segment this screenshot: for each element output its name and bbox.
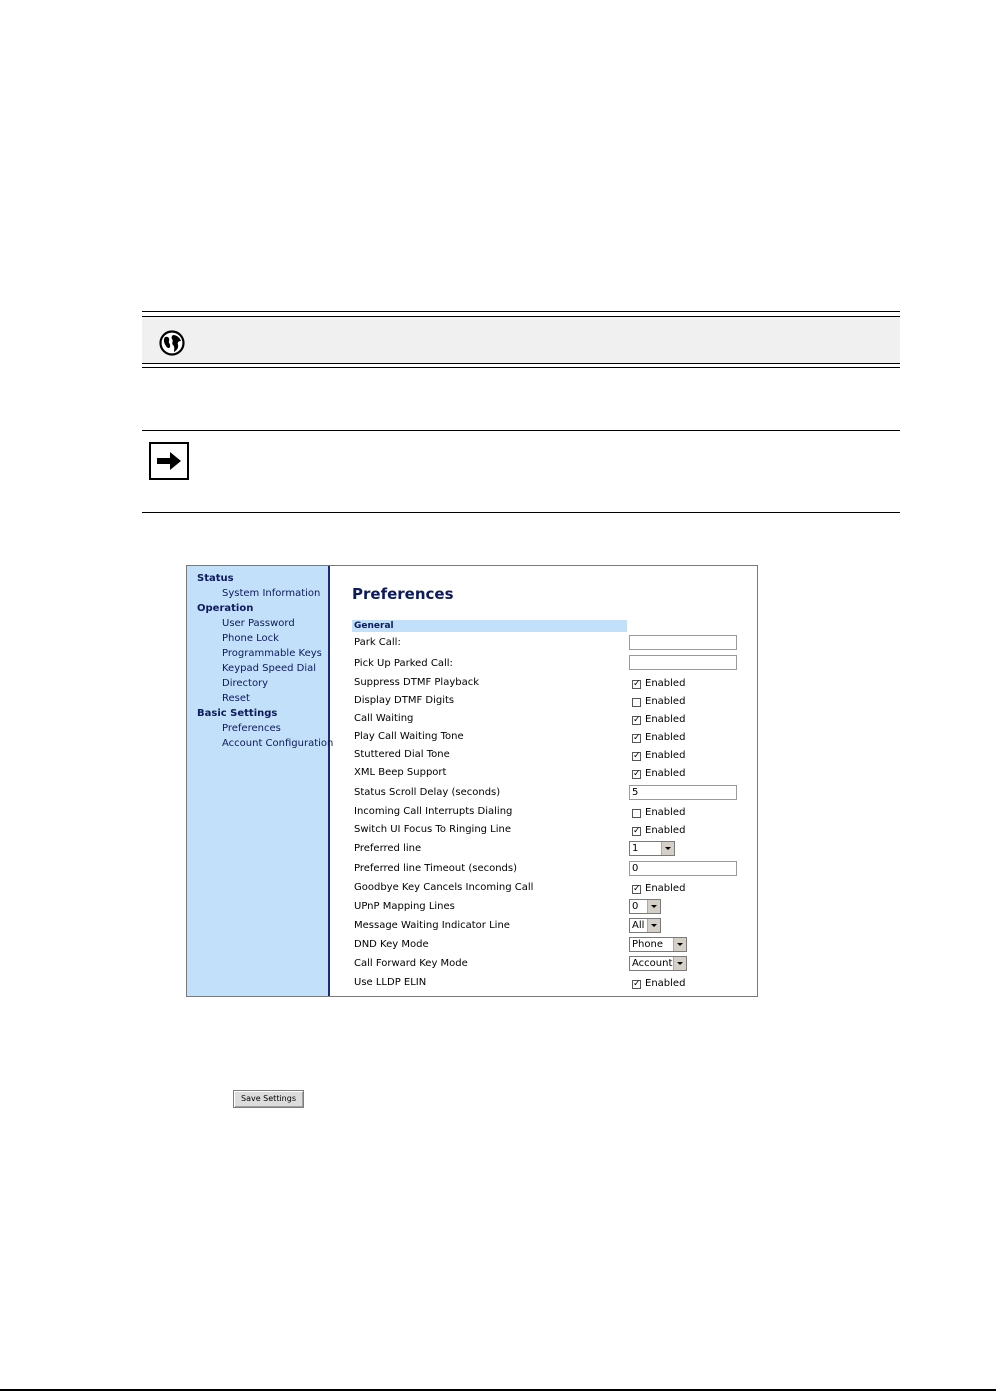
checkbox-label: Enabled <box>645 768 686 779</box>
checkbox-label: Enabled <box>645 750 686 761</box>
sidebar-item-programmable-keys[interactable]: Programmable Keys <box>222 648 322 659</box>
sidebar-item-user-password[interactable]: User Password <box>222 618 295 629</box>
row-label: XML Beep Support <box>354 767 447 778</box>
row-label: Status Scroll Delay (seconds) <box>354 787 501 798</box>
xml-beep-checkbox[interactable] <box>632 770 641 779</box>
call-waiting-checkbox[interactable] <box>632 716 641 725</box>
checkbox-label: Enabled <box>645 732 686 743</box>
chevron-down-icon[interactable] <box>647 900 660 913</box>
globe-icon <box>158 329 186 357</box>
checkbox-label: Enabled <box>645 696 686 707</box>
select-value: Phone <box>632 939 663 950</box>
sidebar-item-directory[interactable]: Directory <box>222 678 269 689</box>
note-band <box>142 316 900 364</box>
preferred-line-timeout-input[interactable]: 0 <box>629 861 737 876</box>
row-label: Goodbye Key Cancels Incoming Call <box>354 882 534 893</box>
stuttered-dial-tone-checkbox[interactable] <box>632 752 641 761</box>
call-forward-key-mode-select[interactable] <box>629 956 687 971</box>
web-note-bar <box>142 311 900 368</box>
select-value: Account <box>632 958 673 969</box>
sidebar-heading-status: Status <box>197 573 234 584</box>
sidebar-heading-basic-settings: Basic Settings <box>197 708 278 719</box>
checkbox-label: Enabled <box>645 825 686 836</box>
row-label: Play Call Waiting Tone <box>354 731 464 742</box>
chevron-down-icon[interactable] <box>673 957 686 970</box>
row-label: UPnP Mapping Lines <box>354 901 455 912</box>
sidebar <box>187 566 334 996</box>
chevron-down-icon[interactable] <box>661 842 674 855</box>
checkbox-label: Enabled <box>645 807 686 818</box>
goodbye-key-checkbox[interactable] <box>632 885 641 894</box>
row-label: Stuttered Dial Tone <box>354 749 450 760</box>
preferred-line-select[interactable] <box>629 841 675 856</box>
section-header <box>352 620 627 632</box>
switch-focus-checkbox[interactable] <box>632 827 641 836</box>
incoming-call-interrupts-checkbox[interactable] <box>632 809 641 818</box>
checkbox-label: Enabled <box>645 714 686 725</box>
row-label: Pick Up Parked Call: <box>354 658 453 669</box>
section-title: General <box>354 621 394 631</box>
select-value: 0 <box>632 901 639 912</box>
display-dtmf-checkbox[interactable] <box>632 698 641 707</box>
sidebar-heading-operation: Operation <box>197 603 254 614</box>
divider <box>142 367 900 368</box>
status-scroll-delay-input[interactable]: 5 <box>629 785 737 800</box>
note-block <box>142 430 900 513</box>
use-lldp-elin-checkbox[interactable] <box>632 980 641 989</box>
select-value: All <box>632 920 645 931</box>
checkbox-label: Enabled <box>645 883 686 894</box>
sidebar-item-account-configuration[interactable]: Account Configuration <box>222 738 334 749</box>
mwi-line-select[interactable] <box>629 918 661 933</box>
row-label: Park Call: <box>354 637 401 648</box>
row-label: Incoming Call Interrupts Dialing <box>354 806 513 817</box>
dnd-key-mode-select[interactable] <box>629 937 687 952</box>
divider <box>142 512 900 513</box>
chevron-down-icon[interactable] <box>647 919 660 932</box>
save-settings-button[interactable]: Save Settings <box>233 1090 304 1108</box>
sidebar-item-phone-lock[interactable]: Phone Lock <box>222 633 279 644</box>
pickup-parked-call-input[interactable] <box>629 655 737 670</box>
park-call-input[interactable] <box>629 635 737 650</box>
row-label: Call Forward Key Mode <box>354 958 468 969</box>
call-waiting-tone-checkbox[interactable] <box>632 734 641 743</box>
row-label: Call Waiting <box>354 713 414 724</box>
row-label: Message Waiting Indicator Line <box>354 920 510 931</box>
row-label: Preferred line <box>354 843 422 854</box>
row-label: Suppress DTMF Playback <box>354 677 480 688</box>
chevron-down-icon[interactable] <box>673 938 686 951</box>
row-label: DND Key Mode <box>354 939 429 950</box>
arrow-right-icon <box>156 451 182 471</box>
row-label: Switch UI Focus To Ringing Line <box>354 824 512 835</box>
row-label: Preferred line Timeout (seconds) <box>354 863 518 874</box>
divider <box>142 311 900 312</box>
checkbox-label: Enabled <box>645 978 686 989</box>
sidebar-item-preferences[interactable]: Preferences <box>222 723 281 734</box>
note-icon-box <box>149 442 189 480</box>
row-label: Display DTMF Digits <box>354 695 455 706</box>
divider <box>142 430 900 431</box>
page-title: Preferences <box>352 585 454 603</box>
checkbox-label: Enabled <box>645 678 686 689</box>
sidebar-item-reset[interactable]: Reset <box>222 693 250 704</box>
sidebar-item-system-information[interactable]: System Information <box>222 588 321 599</box>
select-value: 1 <box>632 843 639 854</box>
row-label: Use LLDP ELIN <box>354 977 427 988</box>
upnp-mapping-select[interactable] <box>629 899 661 914</box>
suppress-dtmf-checkbox[interactable] <box>632 680 641 689</box>
web-ui-screenshot <box>186 565 758 997</box>
sidebar-item-keypad-speed-dial[interactable]: Keypad Speed Dial <box>222 663 317 674</box>
main-content <box>330 566 757 996</box>
